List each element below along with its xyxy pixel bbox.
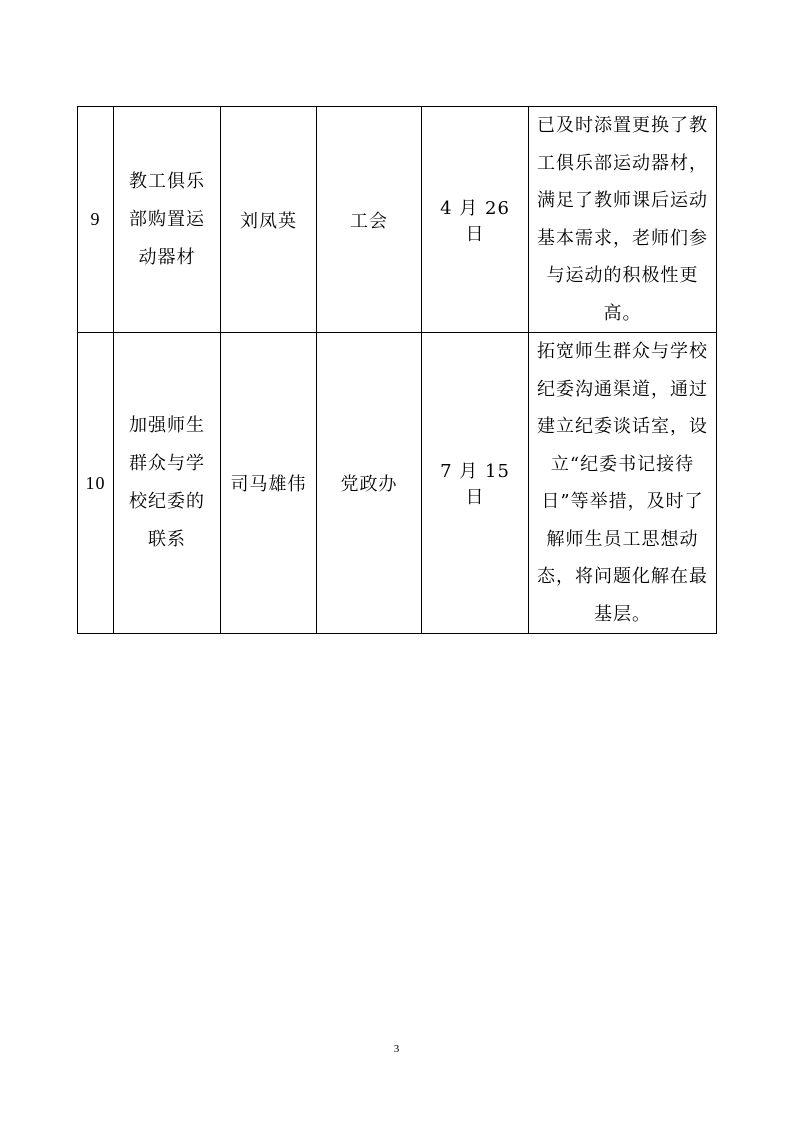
responsible-department: 工会 bbox=[317, 107, 422, 333]
result-description: 拓宽师生群众与学校纪委沟通渠道，通过建立纪委谈话室，设立“纪委书记接待日”等举措，及时了解师生员工思想动态，将问题化解在最基层。 bbox=[529, 333, 717, 634]
task-item: 加强师生群众与学校纪委的联系 bbox=[114, 333, 221, 634]
page-number: 3 bbox=[393, 1043, 400, 1055]
table-row bbox=[78, 333, 717, 634]
responsible-department: 党政办 bbox=[317, 333, 422, 634]
row-number: 9 bbox=[78, 107, 114, 333]
responsible-person: 刘凤英 bbox=[221, 107, 317, 333]
table-row bbox=[78, 107, 717, 333]
task-table bbox=[77, 106, 717, 634]
completion-date: 7 月 15 日 bbox=[422, 333, 529, 634]
completion-date: 4 月 26 日 bbox=[422, 107, 529, 333]
task-item: 教工俱乐部购置运动器材 bbox=[114, 107, 221, 333]
row-number: 10 bbox=[78, 333, 114, 634]
result-description: 已及时添置更换了教工俱乐部运动器材，满足了教师课后运动基本需求，老师们参与运动的积极性更高。 bbox=[529, 107, 717, 333]
responsible-person: 司马雄伟 bbox=[221, 333, 317, 634]
